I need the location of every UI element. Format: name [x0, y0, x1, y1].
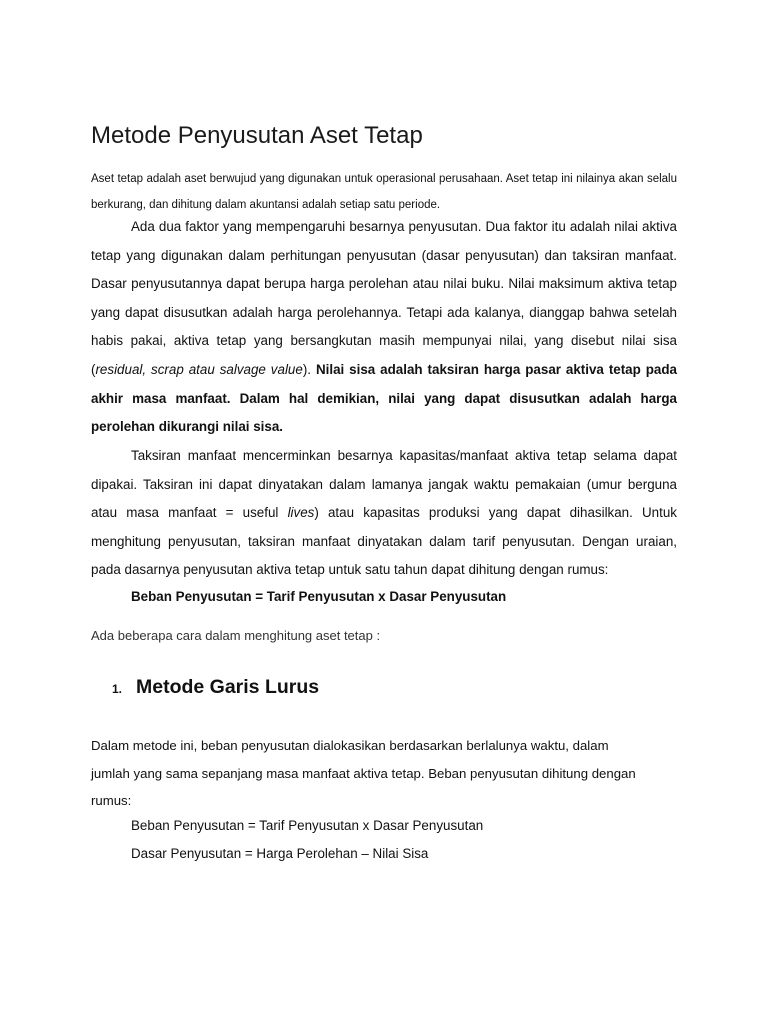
estimate-text: Taksiran manfaat mencerminkan besarnya kapasitas/manfaat aktiva tetap selama dapat dipakai. Taksiran ini dapat dinyatakan dalam lamanya jangak waktu pemakaian (umur berguna atau masa manfaat = useful — [91, 448, 677, 521]
residual-terms: residual, scrap atau salvage value — [95, 361, 303, 377]
useful-lives-term: lives — [287, 505, 315, 521]
depreciation-formula: Beban Penyusutan = Tarif Penyusutan x Dasar Penyusutan — [131, 589, 507, 604]
section-title: Metode Garis Lurus — [136, 676, 320, 698]
factors-paragraph — [91, 213, 677, 442]
estimate-text-close: ) atau kapasitas produksi yang dapat dihasilkan. Untuk menghitung penyusutan, taksiran manfaat dinyatakan dalam tarif penyusutan. Dengan uraian, pada dasarnya penyusutan aktiva tetap untuk satu tahun dapat dihitung dengan rumus: — [91, 505, 677, 578]
section-heading-straight-line — [112, 672, 319, 700]
straight-line-formula-2: Dasar Penyusutan = Harga Perolehan – Nilai Sisa — [131, 846, 429, 861]
section-number: 1. — [112, 682, 123, 696]
factors-text: Ada dua faktor yang mempengaruhi besarnya penyusutan. Dua faktor itu adalah nilai aktiva tetap yang digunakan dalam perhitungan penyusutan (dasar penyusutan) dan taksiran manfaat. Dasar penyusutannya dapat berupa harga perolehan atau nilai buku. Nilai maksimum aktiva tetap yang dapat disusutkan adalah harga perolehannya. Tetapi ada kalanya, dianggap bahwa setelah habis pakai, aktiva tetap yang bersangkutan masih mempunyai nilai, yang disebut nilai sisa ( — [91, 219, 677, 377]
factors-text-close: ). — [302, 361, 316, 377]
methods-intro: Ada beberapa cara dalam menghitung aset tetap : — [91, 628, 381, 643]
straight-line-paragraph: Dalam metode ini, beban penyusutan dialokasikan berdasarkan berlalunya waktu, dalam jumlah yang sama sepanjang masa manfaat aktiva tetap. Beban penyusutan dihitung dengan rumus: — [91, 738, 636, 808]
estimate-paragraph — [91, 442, 677, 585]
straight-line-formula-1: Beban Penyusutan = Tarif Penyusutan x Dasar Penyusutan — [131, 818, 484, 833]
residual-definition: Nilai sisa adalah taksiran harga pasar aktiva tetap pada akhir masa manfaat. Dalam hal demikian, nilai yang dapat disusutkan adalah harga perolehan dikurangi nilai sisa. — [91, 361, 678, 435]
document-title: Metode Penyusutan Aset Tetap — [91, 122, 423, 149]
intro-paragraph: Aset tetap adalah aset berwujud yang digunakan untuk operasional perusahaan. Aset tetap ini nilainya akan selalu berkurang, dan dihitung dalam akuntansi adalah setiap satu periode. — [91, 173, 677, 211]
